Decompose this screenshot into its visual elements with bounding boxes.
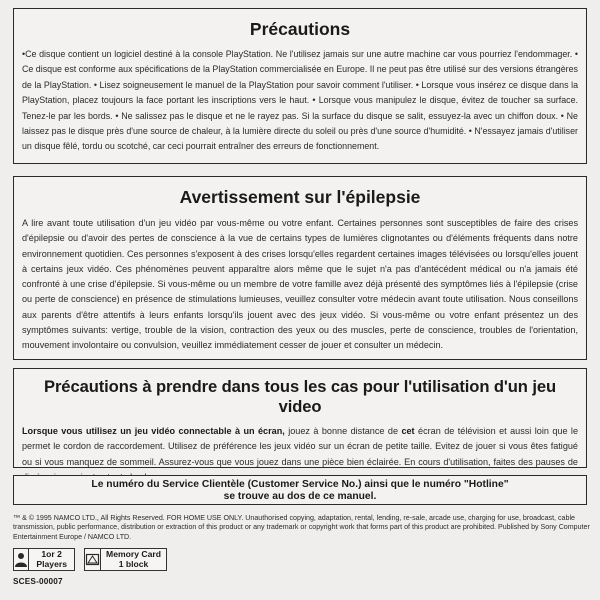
usage-precautions-section [13, 368, 587, 468]
legal-notice [13, 514, 600, 542]
precautions-body: •Ce disque contient un logiciel destiné à la console PlayStation. Ne l'utilisez jamais sur une autre machine car vous pourriez l'endommager. • Ce disque est conforme aux spécifications de la PlayStation commercialisée en Europe. Il ne peut pas être utilisé sur des versions étrangères de la PlayStation. • Lisez soigneusement le manuel de la PlayStation pour savoir comment l'utiliser. • Lorsque vous insérez ce disque dans la PlayStation, placez toujours la face portant les inscriptions vers le haut. • Lorsque vous manipulez le disque, évitez de toucher sa surface. Tenez-le par les bords. • Ne salissez pas le disque et ne le rayez pas. Si la surface du disque se salit, essuyez-la avec un chiffon doux. • Ne laissez pas le disque près d'une source de chaleur, à la lumière directe du soleil ou près d'une source d'humidité. • N'essayez jamais d'utiliser un disque fêlé, tordu ou scotché, car ceci pourrait entraîner des erreurs de fonctionnement. [22, 49, 578, 152]
service-line-1: Le numéro du Service Clientèle (Customer Service No.) ainsi que le numéro "Hotline" [91, 479, 509, 490]
memory-card-icon [85, 549, 101, 570]
usage-mid: jouez à bonne distance de [284, 426, 402, 436]
service-line-2: se trouve au dos de ce manuel. [223, 491, 377, 503]
legal-line-3: Entertainment Europe / NAMCO LTD. [13, 532, 132, 541]
product-code: SCES-00007 [13, 577, 63, 586]
players-label: 1or 2 Players [36, 549, 67, 569]
legal-line-1: ™ & © 1995 NAMCO LTD., All Rights Reserved. FOR HOME USE ONLY. Unauthorised copying, adaptation, rental, lending, re-sale, arcade use, charging for use, broadcast, cable [13, 514, 575, 522]
precautions-section [13, 8, 587, 164]
epilepsy-warning-section [13, 176, 587, 360]
epilepsy-body: A lire avant toute utilisation d'un jeu vidéo par vous-même ou votre enfant. Certaines personnes sont susceptibles de faire des crises d'épilepsie ou d'avoir des pertes de conscience à la vue de certains types de lumières clignotantes ou d'éléments fréquents dans notre environnement quotidien. Ces personnes s'exposent à des crises lorsqu'elles regardent certaines images télévisées ou lorsqu'elles jouent à certains jeux vidéo. Ces phénomènes peuvent apparaître alors même que le sujet n'a pas d'antécédent médical ou n'a jamais été confronté à une crise d'épilepsie. Si vous-même ou un membre de votre famille avez déjà présenté des symptômes liés à l'épilepsie (crise ou perte de conscience) en présence de stimulations lumieuses, veuillez consulter votre médecin avant toute utilisation. Nous conseillons aux parents d'être attentifs à leurs enfants lorsqu'ils jouent avec des jeux vidéo. Si vous-même ou votre enfant présentez un des symptômes suivants: vertige, trouble de la vision, contraction des yeux ou des muscles, perte de conscience, troubles de l'orientation, mouvement involontaire ou convulsion, veuillez immédiatement cesser de jouer et consulter un médecin. [22, 218, 578, 351]
memory-card-badge [84, 548, 167, 571]
customer-service-notice [13, 475, 587, 505]
players-badge [13, 548, 75, 571]
players-icon [14, 549, 29, 570]
usage-cet-bold: cet [401, 426, 415, 436]
legal-line-2: transmission, public performance, distribution or extraction of this product or any trademark or copyright work that forms part of this product are prohibited. Published by Sony Computer [13, 523, 590, 532]
epilepsy-title: Avertissement sur l'épilepsie [179, 187, 421, 207]
usage-rest: écran de télévision et aussi loin que le permet le cordon de raccordement. Utilisez de préférence les jeux vidéo sur un écran de petite taille. Evitez de jouer si vous êtes fatigué ou si vous manquez de sommeil. Assurez-vous que vous jouez dans une pièce bien éclairée. En cours d'utilisation, faites des pauses de [22, 426, 579, 467]
usage-lead-bold: Lorsque vous utilisez un jeu vidéo connectable à un écran, [22, 426, 285, 436]
memory-card-label: Memory Card 1 block [106, 549, 161, 569]
usage-title: Précautions à prendre dans tous les cas pour l'utilisation d'un jeu video [43, 377, 557, 416]
precautions-title: Précautions [249, 19, 351, 39]
